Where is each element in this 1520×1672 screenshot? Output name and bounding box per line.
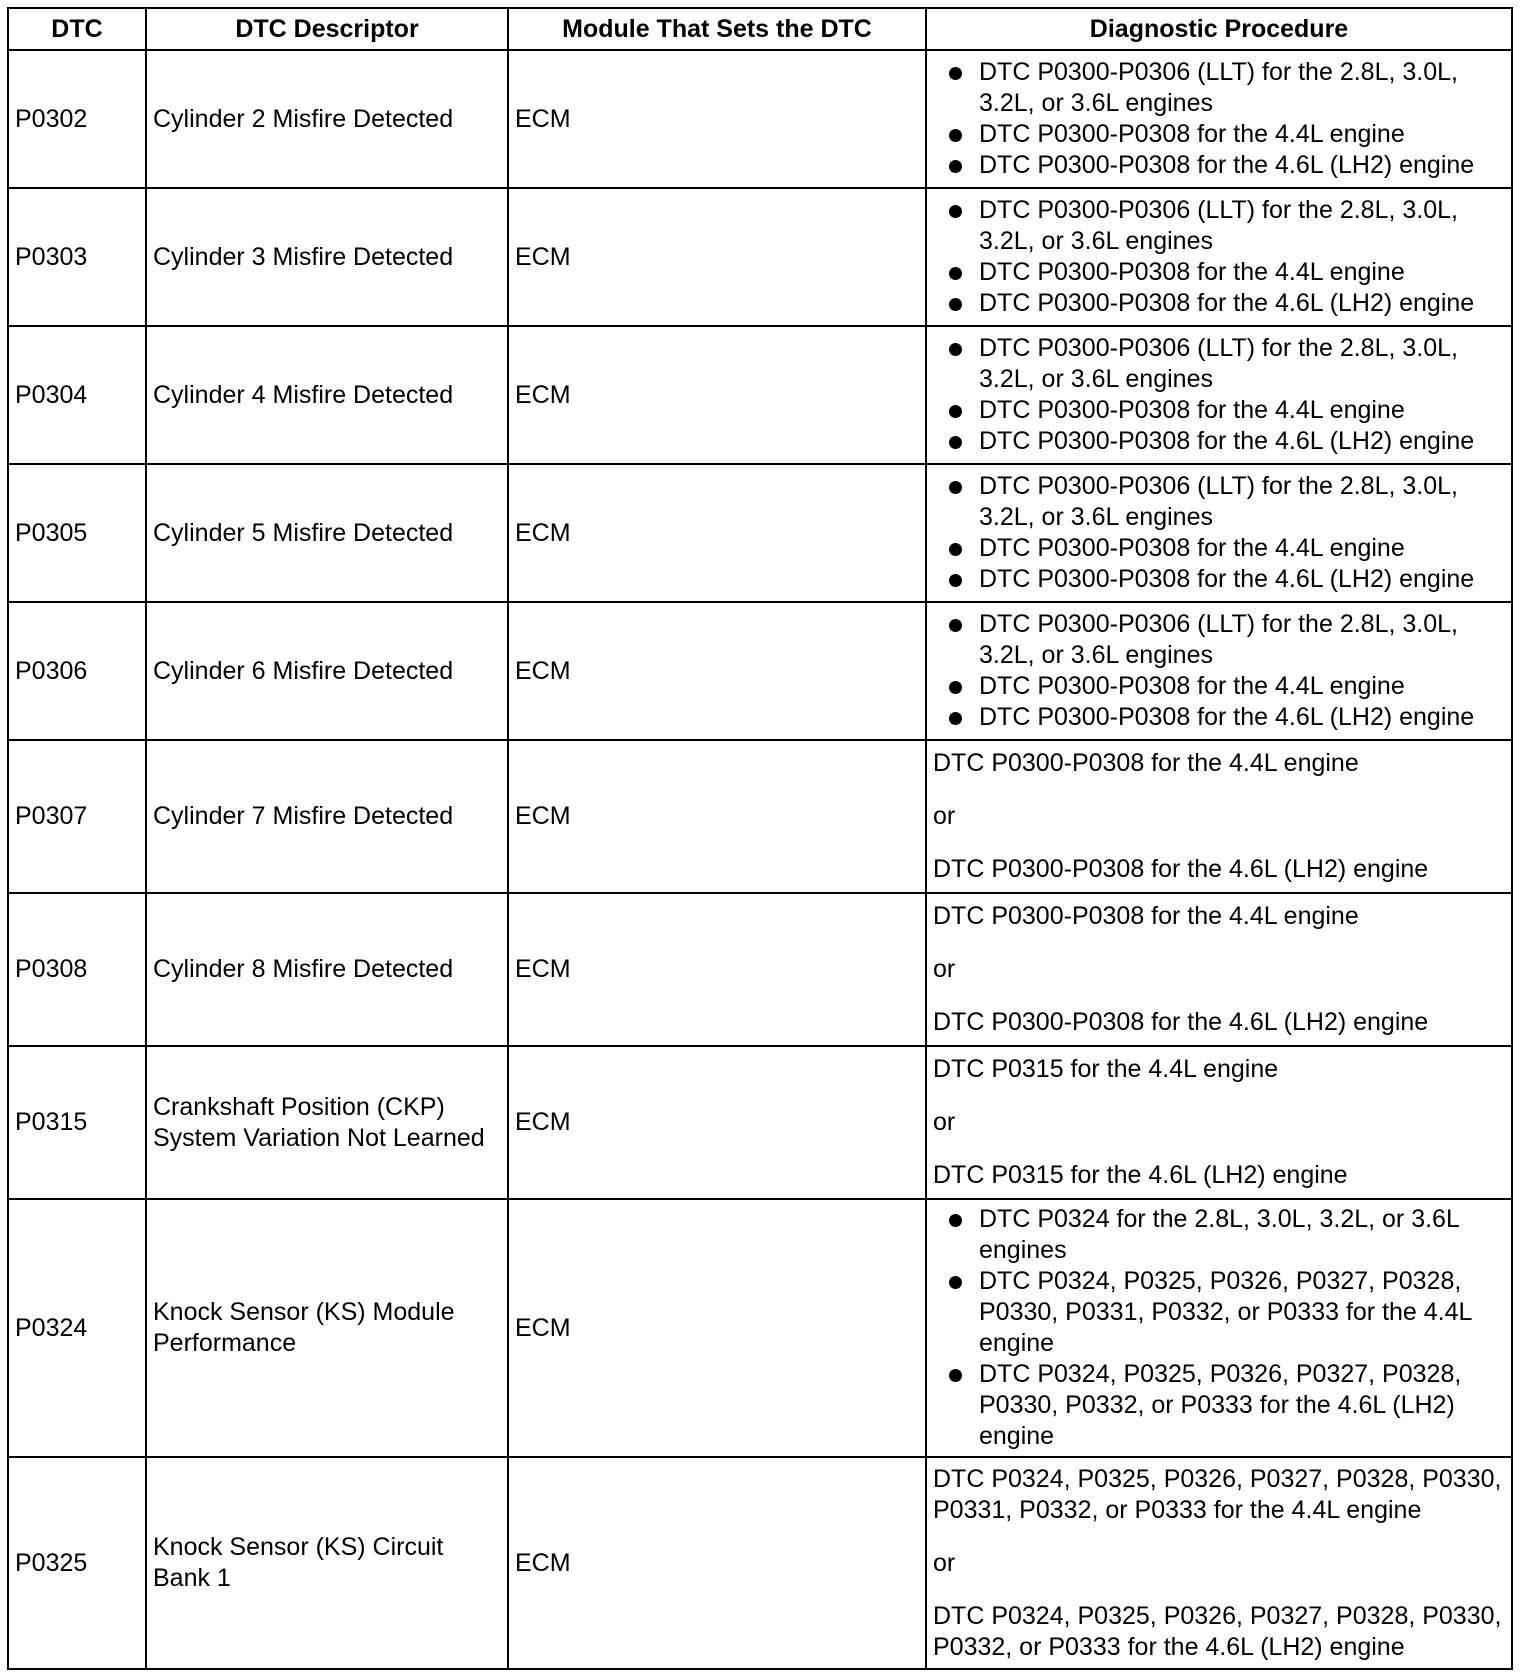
procedure-bullet-item: DTC P0300-P0308 for the 4.6L (LH2) engine — [979, 288, 1505, 319]
procedure-or-text: or — [933, 1548, 956, 1577]
procedure-bullet-item: DTC P0300-P0308 for the 4.4L engine — [979, 533, 1505, 564]
procedure-bullet-item: DTC P0300-P0308 for the 4.6L (LH2) engine — [979, 702, 1505, 733]
dtc-descriptor-cell: Cylinder 4 Misfire Detected — [146, 326, 508, 464]
procedure-cell — [926, 50, 1512, 188]
dtc-code-cell: P0308 — [8, 893, 146, 1046]
procedure-bullet-item: DTC P0300-P0306 (LLT) for the 2.8L, 3.0L, 3.2L, or 3.6L engines — [979, 609, 1505, 671]
procedure-cell — [926, 1046, 1512, 1199]
procedure-bullet-item: DTC P0300-P0308 for the 4.4L engine — [979, 395, 1505, 426]
dtc-code-cell: P0303 — [8, 188, 146, 326]
dtc-code-cell: P0325 — [8, 1457, 146, 1669]
procedure-line: DTC P0324, P0325, P0326, P0327, P0328, P0330, P0332, or P0333 for the 4.6L (LH2) engine — [933, 1601, 1502, 1661]
header-module: Module That Sets the DTC — [508, 8, 926, 50]
table-row — [8, 740, 1512, 893]
procedure-or-text: or — [933, 955, 956, 983]
dtc-table-container — [7, 7, 1513, 1670]
procedure-or-text: or — [933, 1108, 956, 1136]
procedure-line: DTC P0300-P0308 for the 4.4L engine — [933, 902, 1359, 930]
dtc-code-cell: P0324 — [8, 1199, 146, 1457]
procedure-cell — [926, 188, 1512, 326]
procedure-bullet-item: DTC P0300-P0306 (LLT) for the 2.8L, 3.0L, 3.2L, or 3.6L engines — [979, 471, 1505, 533]
dtc-descriptor-cell: Cylinder 5 Misfire Detected — [146, 464, 508, 602]
procedure-cell — [926, 464, 1512, 602]
dtc-descriptor-cell: Knock Sensor (KS) Circuit Bank 1 — [146, 1457, 508, 1669]
procedure-bullet-list — [933, 609, 1505, 733]
module-cell: ECM — [508, 893, 926, 1046]
table-row — [8, 893, 1512, 1046]
procedure-bullet-list — [933, 471, 1505, 595]
table-row — [8, 1046, 1512, 1199]
module-cell: ECM — [508, 50, 926, 188]
dtc-code-cell: P0305 — [8, 464, 146, 602]
table-body — [8, 50, 1512, 1669]
procedure-bullet-list — [933, 1204, 1505, 1452]
table-row — [8, 602, 1512, 740]
module-cell: ECM — [508, 326, 926, 464]
dtc-descriptor-cell: Knock Sensor (KS) Module Performance — [146, 1199, 508, 1457]
procedure-line: DTC P0324, P0325, P0326, P0327, P0328, P0330, P0331, P0332, or P0333 for the 4.4L engine — [933, 1464, 1502, 1524]
dtc-code-cell: P0302 — [8, 50, 146, 188]
module-cell: ECM — [508, 602, 926, 740]
dtc-code-cell: P0306 — [8, 602, 146, 740]
dtc-descriptor-cell: Crankshaft Position (CKP) System Variation Not Learned — [146, 1046, 508, 1199]
table-row — [8, 1457, 1512, 1669]
table-row — [8, 326, 1512, 464]
procedure-line: DTC P0300-P0308 for the 4.4L engine — [933, 749, 1359, 777]
table-row — [8, 188, 1512, 326]
dtc-descriptor-cell: Cylinder 2 Misfire Detected — [146, 50, 508, 188]
dtc-descriptor-cell: Cylinder 3 Misfire Detected — [146, 188, 508, 326]
module-cell: ECM — [508, 464, 926, 602]
procedure-cell — [926, 326, 1512, 464]
procedure-line: DTC P0315 for the 4.4L engine — [933, 1055, 1279, 1083]
header-row — [8, 8, 1512, 50]
module-cell: ECM — [508, 740, 926, 893]
procedure-bullet-item: DTC P0324, P0325, P0326, P0327, P0328, P0330, P0332, or P0333 for the 4.6L (LH2) engine — [979, 1359, 1505, 1452]
procedure-bullet-item: DTC P0300-P0308 for the 4.6L (LH2) engine — [979, 564, 1505, 595]
module-cell: ECM — [508, 188, 926, 326]
header-descriptor: DTC Descriptor — [146, 8, 508, 50]
procedure-bullet-list — [933, 57, 1505, 181]
procedure-bullet-item: DTC P0324, P0325, P0326, P0327, P0328, P0330, P0331, P0332, or P0333 for the 4.4L engine — [979, 1266, 1505, 1359]
procedure-bullet-item: DTC P0300-P0306 (LLT) for the 2.8L, 3.0L, 3.2L, or 3.6L engines — [979, 57, 1505, 119]
procedure-bullet-item: DTC P0300-P0308 for the 4.6L (LH2) engine — [979, 426, 1505, 457]
procedure-bullet-item: DTC P0300-P0308 for the 4.4L engine — [979, 671, 1505, 702]
table-row — [8, 1199, 1512, 1457]
procedure-line: DTC P0315 for the 4.6L (LH2) engine — [933, 1161, 1348, 1189]
procedure-cell — [926, 893, 1512, 1046]
procedure-bullet-list — [933, 195, 1505, 319]
dtc-code-cell: P0307 — [8, 740, 146, 893]
dtc-code-cell: P0315 — [8, 1046, 146, 1199]
module-cell: ECM — [508, 1046, 926, 1199]
table-row — [8, 464, 1512, 602]
procedure-cell — [926, 1199, 1512, 1457]
procedure-cell — [926, 1457, 1512, 1669]
procedure-bullet-item: DTC P0324 for the 2.8L, 3.0L, 3.2L, or 3.6L engines — [979, 1204, 1505, 1266]
procedure-bullet-list — [933, 333, 1505, 457]
procedure-line: DTC P0300-P0308 for the 4.6L (LH2) engine — [933, 855, 1429, 883]
table-row — [8, 50, 1512, 188]
header-dtc: DTC — [8, 8, 146, 50]
dtc-table — [7, 7, 1513, 1670]
module-cell: ECM — [508, 1457, 926, 1669]
procedure-bullet-item: DTC P0300-P0306 (LLT) for the 2.8L, 3.0L, 3.2L, or 3.6L engines — [979, 195, 1505, 257]
procedure-bullet-item: DTC P0300-P0308 for the 4.4L engine — [979, 257, 1505, 288]
dtc-code-cell: P0304 — [8, 326, 146, 464]
procedure-cell — [926, 602, 1512, 740]
dtc-descriptor-cell: Cylinder 6 Misfire Detected — [146, 602, 508, 740]
dtc-descriptor-cell: Cylinder 8 Misfire Detected — [146, 893, 508, 1046]
procedure-cell — [926, 740, 1512, 893]
dtc-descriptor-cell: Cylinder 7 Misfire Detected — [146, 740, 508, 893]
procedure-line: DTC P0300-P0308 for the 4.6L (LH2) engine — [933, 1008, 1429, 1036]
procedure-bullet-item: DTC P0300-P0308 for the 4.4L engine — [979, 119, 1505, 150]
procedure-bullet-item: DTC P0300-P0308 for the 4.6L (LH2) engine — [979, 150, 1505, 181]
procedure-bullet-item: DTC P0300-P0306 (LLT) for the 2.8L, 3.0L, 3.2L, or 3.6L engines — [979, 333, 1505, 395]
module-cell: ECM — [508, 1199, 926, 1457]
header-procedure: Diagnostic Procedure — [926, 8, 1512, 50]
procedure-or-text: or — [933, 802, 956, 830]
